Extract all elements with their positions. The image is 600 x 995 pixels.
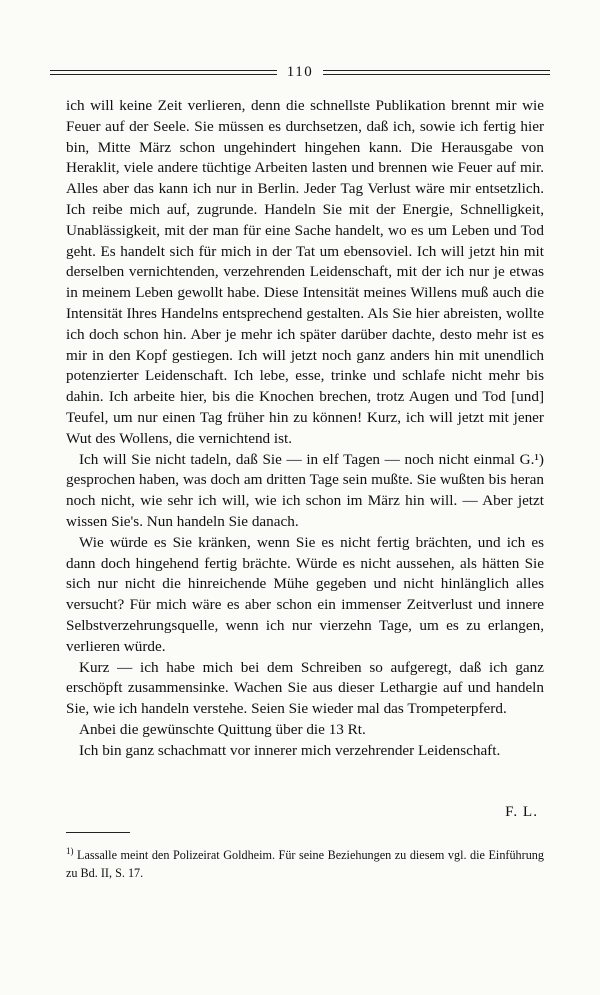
header-rule-right	[323, 69, 550, 76]
paragraph-1: ich will keine Zeit verlieren, denn die schnellste Publikation brennt mir wie Feuer auf der Seele. Sie müssen es durchsetzen, daß ich, sowie ich fertig hier bin, Mitte März schon ungehindert hingehen kann. Die Herausgabe von Heraklit, viele andere tüchtige Arbeiten lasten und brennen wie Feuer auf mir. Alles aber das kann ich nur in Berlin. Jeder Tag Verlust wäre mir entsetzlich. Ich reibe mich auf, zugrunde. Handeln Sie mit der Energie, Schnelligkeit, Unablässigkeit, mit der man für eine Sache handelt, wo es um Leben und Tod geht. Es handelt sich für mich in der Tat um ebensoviel. Ich will jetzt hin mit derselben vernichtenden, verzehrenden Leidenschaft, mit der ich nur je etwas in meinem Leben gewollt habe. Diese Intensität meines Willens muß auch die Intensität Ihres Handelns entsprechend gestalten. Als Sie hier abreisten, wollte ich doch schon hin. Aber je mehr ich später darüber dachte, desto mehr ist es mir in den Kopf gestiegen. Ich will jetzt noch ganz anders hin mit unendlich potenzierter Leidenschaft. Ich lebe, esse, trinke und schlafe nicht mehr bis dahin. Ich arbeite hier, bis die Knochen brechen, trotz Augen und Tod [und] Teufel, um nur einen Tag früher hin zu können! Kurz, ich will jetzt mit jener Wut des Wollens, die vernichtend ist.	[66, 97, 544, 447]
page-header	[50, 60, 550, 84]
paragraph-4: Kurz — ich habe mich bei dem Schreiben so aufgeregt, daß ich ganz erschöpft zusammensinke. Wachen Sie aus dieser Lethargie auf und handeln Sie, wie ich handeln verstehe. Seien Sie wieder mal das Trompeterpferd.	[66, 658, 544, 718]
header-rule-left	[50, 69, 277, 76]
footnote-marker: 1)	[66, 845, 74, 856]
paragraph-6: Ich bin ganz schachmatt vor innerer mich verzehrender Leidenschaft.	[79, 741, 501, 759]
paragraph-5: Anbei die gewünschte Quittung über die 13 Rt.	[79, 720, 366, 738]
signature: F. L.	[505, 803, 538, 820]
page-number: 110	[286, 63, 314, 80]
letter-body	[66, 96, 544, 762]
paragraph-3: Wie würde es Sie kränken, wenn Sie es nicht fertig brächten, und ich es dann doch hingehend fertig brächte. Würde es nicht aussehen, als hätten Sie sich nur nicht die hinreichende Mühe gegeben und nicht hinlänglich alles versucht? Für mich wäre es aber schon ein immenser Zeitverlust und innere Selbstverzehrungsquelle, wenn ich nur vierzehn Tage, um es zu erlangen, verlieren würde.	[66, 533, 544, 655]
footnote-rule	[66, 832, 130, 833]
paragraph-2: Ich will Sie nicht tadeln, daß Sie — in elf Tagen — noch nicht einmal G.¹) gesprochen haben, was doch am dritten Tage sein mußte. Sie wußten bis heran noch nicht, wie sehr ich will, wie ich schon im März hin will. — Aber jetzt wissen Sie's. Nun handeln Sie danach.	[66, 450, 544, 530]
footnote	[66, 846, 544, 882]
footnote-text: Lassalle meint den Polizeirat Goldheim. Für seine Beziehungen zu diesem vgl. die Einführung zu Bd. II, S. 17.	[66, 848, 544, 880]
